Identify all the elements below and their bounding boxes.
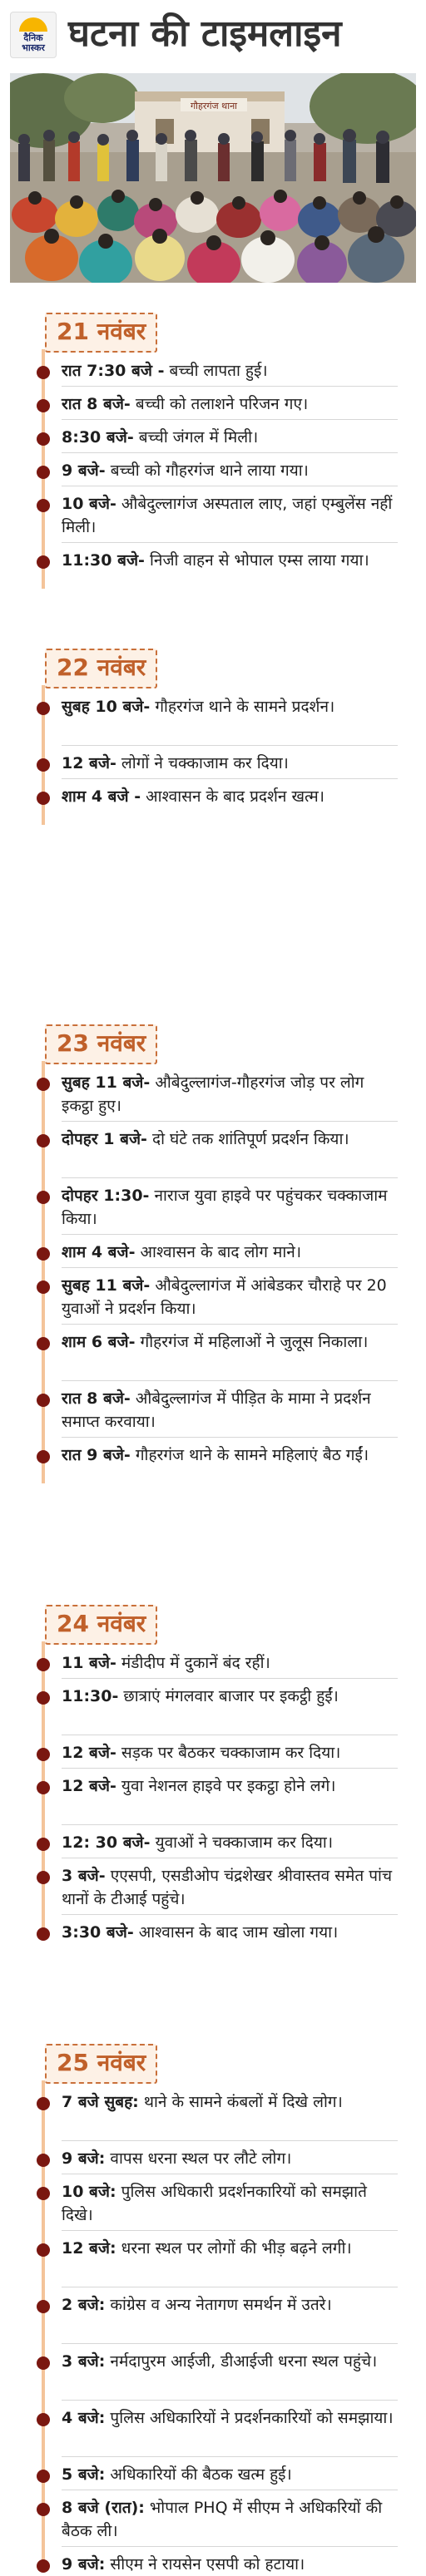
- event-divider: [62, 778, 398, 779]
- event-text: [62, 2180, 398, 2227]
- event-text: [62, 426, 398, 449]
- event-time: रात 8 बजे-: [62, 395, 131, 413]
- event-description: बच्ची जंगल में मिली।: [133, 428, 259, 447]
- timeline-dot-icon: [37, 2097, 50, 2110]
- timeline-event: [0, 2147, 426, 2170]
- timeline-dot-icon: [37, 792, 50, 805]
- event-description: धरना स्थल पर लोगों की भीड़ बढ़ने लगी।: [116, 2239, 352, 2258]
- timeline-dot-icon: [37, 499, 50, 512]
- event-time: 3 बजे:: [62, 2352, 106, 2371]
- timeline-event: [0, 1330, 426, 1377]
- event-time: 10 बजे-: [62, 495, 116, 513]
- event-description: वापस धरना स्थल पर लौटे लोग।: [105, 2149, 292, 2168]
- timeline-dot-icon: [37, 1838, 50, 1851]
- event-divider: [62, 2140, 398, 2141]
- timeline-dot-icon: [37, 2356, 50, 2370]
- event-text: [62, 2090, 398, 2114]
- event-time: शाम 4 बजे -: [62, 787, 141, 806]
- timeline-event: [0, 1241, 426, 1264]
- timeline-dot-icon: [37, 555, 50, 569]
- event-description: औबेदुल्लागंज-गौहरगंज जोड़ पर लोग इकट्ठा हुए।: [62, 1073, 364, 1115]
- timeline-dot-icon: [37, 1394, 50, 1407]
- event-divider: [62, 419, 398, 420]
- event-divider: [62, 1177, 398, 1178]
- event-time: 5 बजे:: [62, 2465, 106, 2484]
- timeline-dot-icon: [37, 1078, 50, 1091]
- event-description: औबेदुल्लागंज में पीड़ित के मामा ने प्रदर्शन समाप्त करवाया।: [62, 1389, 371, 1431]
- timeline-dot-icon: [37, 2187, 50, 2200]
- event-description: दो घंटे तक शांतिपूर्ण प्रदर्शन किया।: [146, 1130, 349, 1148]
- event-time: शाम 6 बजे-: [62, 1333, 136, 1351]
- event-description: युवाओं ने चक्काजाम कर दिया।: [150, 1833, 334, 1852]
- event-description: नाराज युवा हाइवे पर पहुंचकर चक्काजाम किया।: [62, 1187, 388, 1228]
- timeline-dot-icon: [37, 399, 50, 412]
- timeline-dot-icon: [37, 466, 50, 479]
- event-text: [62, 1741, 398, 1764]
- timeline-event: [0, 2350, 426, 2396]
- event-text: [62, 359, 398, 382]
- timeline-event: [0, 2293, 426, 2340]
- timeline-event: [0, 2180, 426, 2227]
- timeline-event: [0, 1184, 426, 1231]
- day-label: 21 नवंबर: [45, 313, 157, 353]
- event-divider: [62, 1824, 398, 1825]
- event-text: [62, 695, 398, 718]
- event-description: एएसपी, एसडीओप चंद्रशेखर श्रीवास्तव समेत पांच थानों के टीआई पहुंचे।: [62, 1867, 393, 1908]
- event-time: रात 9 बजे-: [62, 1446, 131, 1464]
- event-text: [62, 492, 398, 539]
- event-divider: [62, 2400, 398, 2401]
- timeline-dot-icon: [37, 2154, 50, 2167]
- sun-icon: [19, 17, 47, 32]
- event-description: आश्वासन के बाद लोग माने।: [135, 1243, 302, 1261]
- event-text: [62, 2463, 398, 2486]
- timeline-dot-icon: [37, 366, 50, 379]
- timeline-event: [0, 1274, 426, 1320]
- timeline-dot-icon: [37, 1658, 50, 1671]
- event-description: मंडीदीप में दुकानें बंद रहीं।: [116, 1654, 270, 1672]
- timeline-event: [0, 2237, 426, 2283]
- event-time: 12 बजे-: [62, 1744, 116, 1762]
- event-text: [62, 1774, 398, 1798]
- event-time: दोपहर 1 बजे-: [62, 1130, 147, 1148]
- event-time: 11:30-: [62, 1687, 119, 1705]
- event-time: 7 बजे सुबह:: [62, 2093, 139, 2111]
- event-description: छात्राएं मंगलवार बाजार पर इकट्ठी हुईं।: [118, 1687, 339, 1705]
- timeline-event: [0, 1741, 426, 1764]
- timeline-event: [0, 1071, 426, 1118]
- event-time: 4 बजे:: [62, 2409, 106, 2427]
- timeline-event: [0, 2463, 426, 2486]
- timeline-dot-icon: [37, 702, 50, 715]
- event-description: औबेदुल्लागंज अस्पताल लाए, जहां एम्बुलेंस नहीं मिली।: [62, 495, 393, 536]
- timeline-event: [0, 1831, 426, 1854]
- timeline-event: [0, 2406, 426, 2453]
- event-text: [62, 1241, 398, 1264]
- event-text: [62, 459, 398, 482]
- timeline-event: [0, 1685, 426, 1731]
- event-text: [62, 1864, 398, 1911]
- event-text: [62, 1831, 398, 1854]
- event-description: गौहरगंज में महिलाओं ने जुलूस निकाला।: [135, 1333, 369, 1351]
- event-text: [62, 1443, 398, 1467]
- event-time: 11 बजे-: [62, 1654, 116, 1672]
- event-text: [62, 2350, 398, 2373]
- timeline-dot-icon: [37, 432, 50, 446]
- timeline-dot-icon: [37, 2413, 50, 2426]
- timeline-dot-icon: [37, 1134, 50, 1147]
- timeline-dot-icon: [37, 2300, 50, 2313]
- timeline-event: [0, 2090, 426, 2137]
- event-divider: [62, 1768, 398, 1769]
- protest-photo: [10, 73, 416, 283]
- event-divider: [62, 2456, 398, 2457]
- timeline-event: [0, 1387, 426, 1434]
- event-description: अधिकारियों की बैठक खत्म हुई।: [105, 2465, 292, 2484]
- event-text: [62, 1330, 398, 1354]
- timeline-event: [0, 1443, 426, 1490]
- event-time: रात 8 बजे-: [62, 1389, 131, 1408]
- day-label: 23 नवंबर: [45, 1024, 157, 1064]
- timeline-dot-icon: [37, 1247, 50, 1261]
- event-description: युवा नेशनल हाइवे पर इकट्ठा होने लगे।: [116, 1777, 336, 1795]
- timeline-dot-icon: [37, 1781, 50, 1794]
- timeline-dot-icon: [37, 2243, 50, 2257]
- timeline-dot-icon: [37, 2470, 50, 2483]
- event-description: पुलिस अधिकारी प्रदर्शनकारियों को समझाते दिखे।: [62, 2183, 367, 2224]
- event-time: सुबह 11 बजे-: [62, 1073, 151, 1092]
- police-station-sign: गौहरगंज थाना: [190, 101, 238, 111]
- event-description: गौहरगंज थाने के सामने प्रदर्शन।: [150, 698, 335, 716]
- timeline-dot-icon: [37, 758, 50, 772]
- event-text: [62, 1685, 398, 1708]
- timeline-event: [0, 459, 426, 482]
- event-divider: [62, 1678, 398, 1679]
- event-divider: [62, 1437, 398, 1438]
- event-divider: [62, 1324, 398, 1325]
- event-divider: [62, 745, 398, 746]
- event-description: नर्मदापुरम आईजी, डीआईजी धरना स्थल पहुंचे।: [105, 2352, 378, 2371]
- day-label: 22 नवंबर: [45, 649, 157, 688]
- event-description: बच्ची को गौहरगंज थाने लाया गया।: [105, 461, 309, 480]
- event-time: सुबह 10 बजे-: [62, 698, 151, 716]
- timeline-event: [0, 695, 426, 742]
- event-text: [62, 2406, 398, 2430]
- event-time: 2 बजे:: [62, 2296, 106, 2314]
- timeline-event: [0, 1864, 426, 1911]
- event-divider: [62, 386, 398, 387]
- event-time: 8:30 बजे-: [62, 428, 134, 447]
- event-text: [62, 1387, 398, 1434]
- timeline-event: [0, 549, 426, 595]
- event-description: भोपाल PHQ में सीएम ने अधिकरियों की बैठक ली।: [62, 2499, 383, 2540]
- timeline-event: [0, 359, 426, 382]
- event-description: सड़क पर बैठकर चक्काजाम कर दिया।: [116, 1744, 341, 1762]
- event-time: सुबह 11 बजे-: [62, 1276, 151, 1295]
- timeline-event: [0, 752, 426, 775]
- event-text: [62, 2293, 398, 2317]
- event-text: [62, 2237, 398, 2260]
- event-text: [62, 2496, 398, 2543]
- event-text: [62, 785, 398, 808]
- event-text: [62, 752, 398, 775]
- timeline-event: [0, 1651, 426, 1675]
- event-text: [62, 1921, 398, 1944]
- event-divider: [62, 1234, 398, 1235]
- event-text: [62, 549, 398, 572]
- timeline-event: [0, 2553, 426, 2576]
- event-divider: [62, 2546, 398, 2547]
- event-time: 12: 30 बजे-: [62, 1833, 151, 1852]
- event-time: 9 बजे-: [62, 461, 106, 480]
- event-time: शाम 4 बजे-: [62, 1243, 136, 1261]
- event-description: आश्वासन के बाद प्रदर्शन खत्म।: [141, 787, 324, 806]
- timeline-dot-icon: [37, 1450, 50, 1463]
- logo-line-2: भास्कर: [22, 42, 45, 53]
- timeline-event: [0, 785, 426, 832]
- event-text: [62, 2553, 398, 2576]
- timeline-dot-icon: [37, 1748, 50, 1761]
- event-divider: [62, 542, 398, 543]
- timeline-dot-icon: [37, 1927, 50, 1941]
- timeline-dot-icon: [37, 2503, 50, 2516]
- dainik-bhaskar-logo: [10, 12, 57, 58]
- event-description: बच्ची को तलाशने परिजन गए।: [130, 395, 309, 413]
- event-text: [62, 2147, 398, 2170]
- event-time: 8 बजे (रात):: [62, 2499, 145, 2517]
- event-time: 12 बजे-: [62, 1777, 116, 1795]
- event-description: औबेदुल्लागंज में आंबेडकर चौराहे पर 20 युवाओं ने प्रदर्शन किया।: [62, 1276, 387, 1318]
- event-time: 3 बजे-: [62, 1867, 106, 1885]
- timeline-event: [0, 1921, 426, 1944]
- event-text: [62, 1071, 398, 1118]
- timeline-event: [0, 1128, 426, 1174]
- event-time: रात 7:30 बजे -: [62, 362, 165, 380]
- event-time: 9 बजे:: [62, 2149, 106, 2168]
- event-text: [62, 392, 398, 416]
- event-divider: [62, 1380, 398, 1381]
- day-label: 24 नवंबर: [45, 1605, 157, 1645]
- timeline-dot-icon: [37, 1191, 50, 1204]
- event-text: [62, 1274, 398, 1320]
- header: [0, 0, 426, 68]
- timeline-dot-icon: [37, 1871, 50, 1884]
- event-description: कांग्रेस व अन्य नेतागण समर्थन में उतरे।: [105, 2296, 332, 2314]
- event-divider: [62, 2343, 398, 2344]
- logo-line-1: दैनिक: [23, 32, 43, 43]
- timeline-dot-icon: [37, 1281, 50, 1294]
- timeline-event: [0, 1774, 426, 1821]
- event-time: 11:30 बजे-: [62, 551, 145, 570]
- timeline-dot-icon: [37, 1337, 50, 1350]
- event-text: [62, 1128, 398, 1151]
- event-description: थाने के सामने कंबलों में दिखे लोग।: [138, 2093, 343, 2111]
- event-time: 12 बजे:: [62, 2239, 116, 2258]
- event-description: सीएम ने रायसेन एसपी को हटाया।: [105, 2555, 305, 2574]
- timeline-event: [0, 426, 426, 449]
- event-divider: [62, 452, 398, 453]
- event-description: बच्ची लापता हुई।: [164, 362, 268, 380]
- timeline-dot-icon: [37, 1691, 50, 1705]
- event-time: दोपहर 1:30-: [62, 1187, 150, 1205]
- event-description: लोगों ने चक्काजाम कर दिया।: [116, 754, 289, 772]
- event-divider: [62, 1267, 398, 1268]
- event-time: 10 बजे:: [62, 2183, 116, 2201]
- event-divider: [62, 2230, 398, 2231]
- event-description: आश्वासन के बाद जाम खोला गया।: [133, 1923, 339, 1942]
- day-label: 25 नवंबर: [45, 2044, 157, 2084]
- event-divider: [62, 1121, 398, 1122]
- timeline-event: [0, 492, 426, 539]
- timeline-event: [0, 2496, 426, 2543]
- event-description: पुलिस अधिकारियों ने प्रदर्शनकारियों को समझाया।: [105, 2409, 394, 2427]
- event-time: 3:30 बजे-: [62, 1923, 134, 1942]
- event-description: निजी वाहन से भोपाल एम्स लाया गया।: [144, 551, 369, 570]
- event-divider: [62, 1914, 398, 1915]
- timeline-event: [0, 392, 426, 416]
- event-text: [62, 1651, 398, 1675]
- timeline-dot-icon: [37, 2559, 50, 2573]
- event-description: गौहरगंज थाने के सामने महिलाएं बैठ गईं।: [130, 1446, 369, 1464]
- page-title: घटना की टाइमलाइन: [68, 12, 342, 55]
- event-time: 9 बजे:: [62, 2555, 106, 2574]
- event-text: [62, 1184, 398, 1231]
- event-time: 12 बजे-: [62, 754, 116, 772]
